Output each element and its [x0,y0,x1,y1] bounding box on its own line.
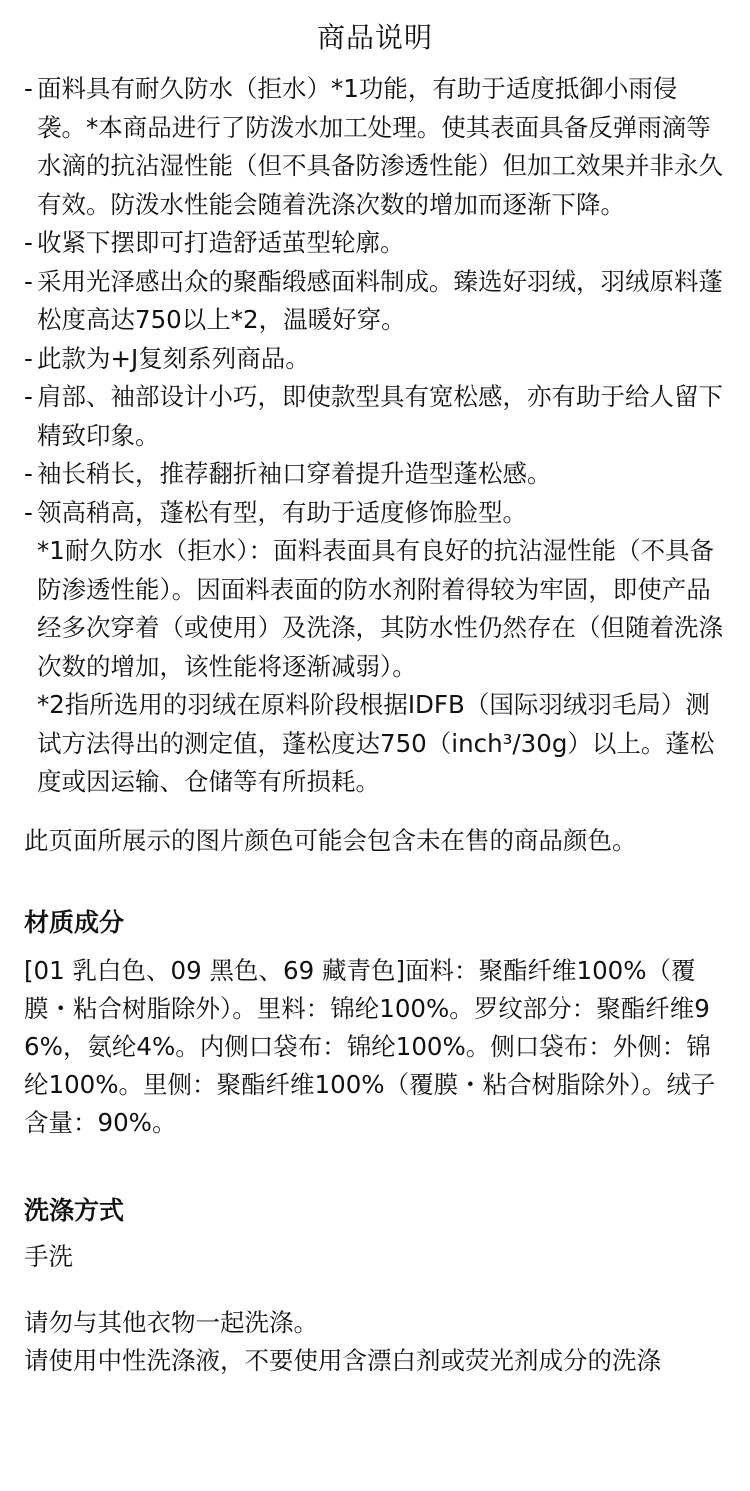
feature-item [24,455,726,494]
feature-text: 面料具有耐久防水（拒水）*1功能，有助于适度抵御小雨侵袭。*本商品进行了防泼水加工处理。使其表面具备反弹雨滴等水滴的抗沾湿性能（但不具备防渗透性能）但加工效果并非永久有效。防泼水性能会随着洗涤次数的增加而逐渐下降。 [37,74,723,219]
footnote-2: *2指所选用的羽绒在原料阶段根据IDFB（国际羽绒羽毛局）测试方法得出的测定值，蓬松度达750（inch³/30g）以上。蓬松度或因运输、仓储等有所损耗。 [37,690,715,796]
bullet-dash: - [24,497,33,527]
feature-item [24,378,726,455]
product-description-page [0,18,750,1491]
material-heading: 材质成分 [24,907,125,937]
feature-text: 肩部、袖部设计小巧，即使款型具有宽松感，亦有助于给人留下精致印象。 [37,382,723,450]
feature-text: 采用光泽感出众的聚酯缎感面料制成。臻选好羽绒，羽绒原料蓬松度高达750以上*2，温暖好穿。 [37,266,723,334]
color-disclaimer: 此页面所展示的图片颜色可能会包含未在售的商品颜色。 [24,825,637,855]
bullet-dash: - [24,228,33,257]
feature-item [24,224,726,263]
bullet-dash: - [24,74,33,103]
wash-method: 手洗 [24,1241,73,1271]
feature-text: 领高稍高，蓬松有型，有助于适度修饰脸型。 [37,497,527,527]
feature-text: 此款为+J复刻系列商品。 [37,343,310,373]
feature-list [24,70,726,532]
wash-section [24,1192,726,1380]
feature-text: 袖长稍长，推荐翻折袖口穿着提升造型蓬松感。 [37,459,552,488]
page-title: 商品说明 [316,21,433,54]
feature-text: 收紧下摆即可打造舒适茧型轮廓。 [37,228,405,257]
feature-item [24,494,726,533]
bullet-dash: - [24,459,33,488]
wash-heading: 洗涤方式 [24,1195,125,1225]
wash-instruction: 请使用中性洗涤液，不要使用含漂白剂或荧光剂成分的洗涤 [24,1345,661,1375]
footnote-1: *1耐久防水（拒水）：面料表面具有良好的抗沾湿性能（不具备防渗透性能）。因面料表面的防水剂附着得较为牢固，即使产品经多次穿着（或使用）及洗涤，其防水性仍然存在（但随着洗涤次数的增加，该性能将逐渐减弱）。 [37,536,723,681]
wash-instruction: 请勿与其他衣物一起洗涤。 [24,1307,318,1337]
feature-item [24,70,726,224]
feature-item [24,263,726,340]
bullet-dash: - [24,343,33,373]
bullet-dash: - [24,266,33,296]
feature-item [24,340,726,379]
material-section [24,904,726,1142]
bullet-dash: - [24,382,33,411]
material-text: [01 乳白色、09 黑色、69 藏青色]面料：聚酯纤维100%（覆膜・粘合树脂除外）。里料：锦纶100%。罗纹部分：聚酯纤维96%，氨纶4%。内侧口袋布：锦纶100%。侧口袋布：外侧：锦纶100%。里侧：聚酯纤维100%（覆膜・粘合树脂除外）。绒子含量：90%。 [24,955,716,1137]
